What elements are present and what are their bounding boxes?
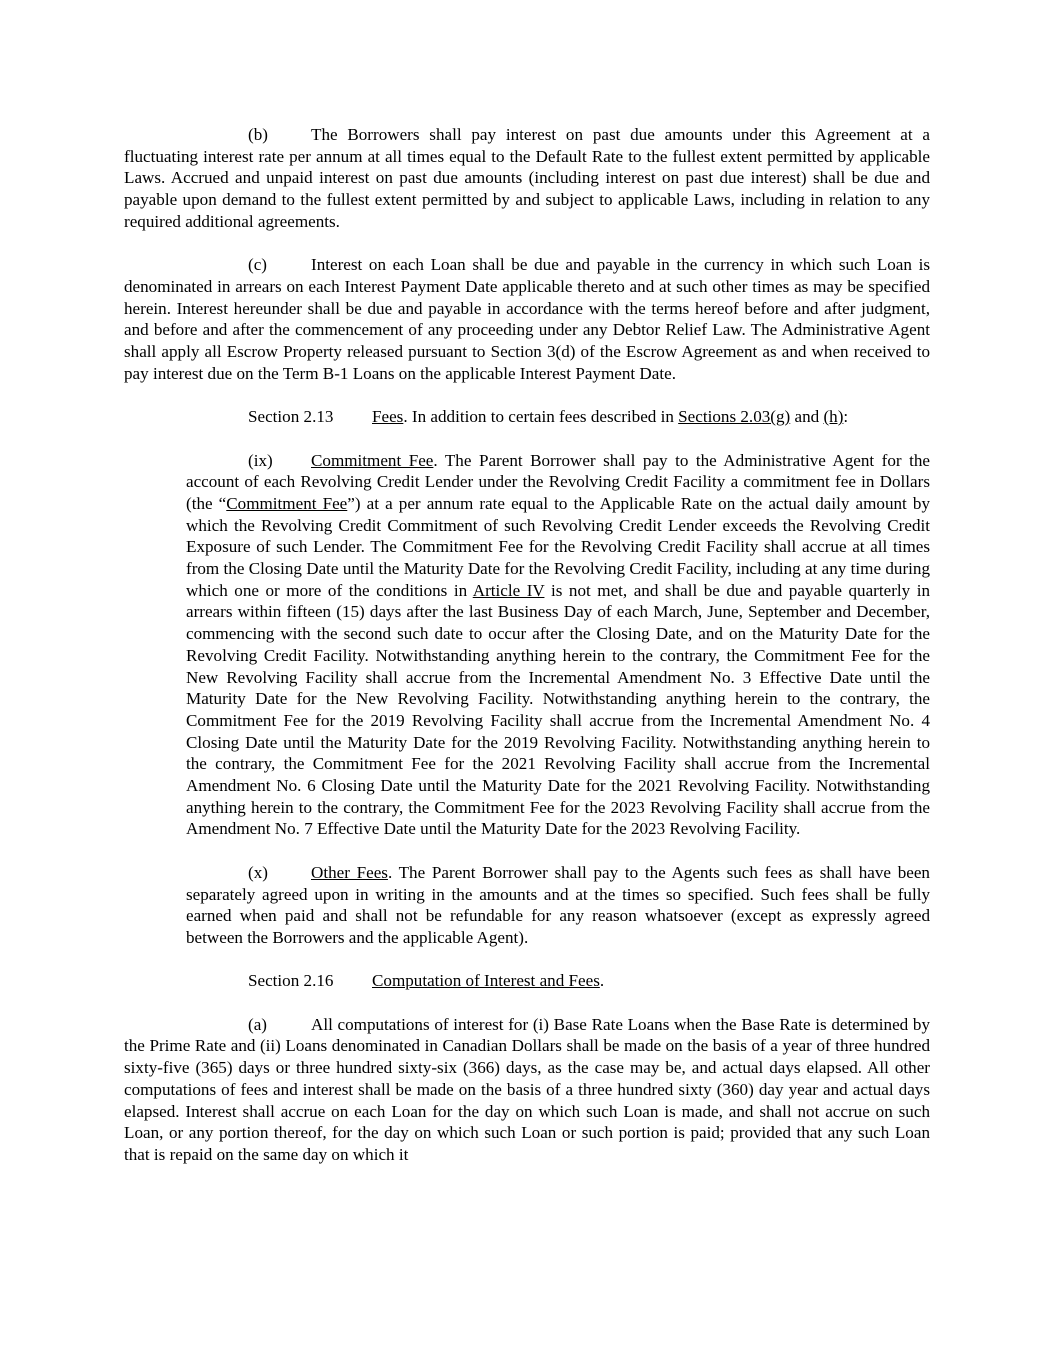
paragraph-b-label: (b) [248,125,268,144]
paragraph-b [124,124,930,233]
paragraph-ix-defined-term: Commitment Fee [226,493,348,513]
section-2-13-title-text: Fees [372,407,404,427]
section-2-13-title [248,407,403,426]
paragraph-c-text: Interest on each Loan shall be due and payable in the currency in which such Loan is denominated in arrears on each Interest Payment Date applicable thereto and at such other times as may be specified herein. Interest hereunder shall be due and payable in accordance with the terms hereof before and after judgment, and before and after the commencement of any proceeding under any Debtor Relief Law. The Administrative Agent shall apply all Escrow Property released pursuant to Section 3(d) of the Escrow Agreement as and when received to pay interest due on the Term B-1 Loans on the applicable Interest Payment Date. [124,255,930,383]
paragraph-ix-text-3: is not met, and shall be due and payable quarterly in arrears within fifteen (15) days after the last Business Day of each March, June, September and December, commencing with the second such date to occur after the Closing Date, and on the Maturity Date for the Revolving Credit Facility. Notwithstanding anything herein to the contrary, the Commitment Fee for the New Revolving Facility shall accrue from the Incremental Amendment No. 3 Effective Date until the Maturity Date for the New Revolving Facility. Notwithstanding anything herein to the contrary, the Commitment Fee for the 2019 Revolving Facility shall accrue from the Incremental Amendment No. 4 Closing Date until the Maturity Date for the 2019 Revolving Facility. Notwithstanding anything herein to the contrary, the Commitment Fee for the 2021 Revolving Facility shall accrue from the Incremental Amendment No. 6 Closing Date until the Maturity Date for the 2021 Revolving Facility. Notwithstanding anything herein to the contrary, the Commitment Fee for the 2023 Revolving Facility shall accrue from the Amendment No. 7 Effective Date until the Maturity Date for the 2023 Revolving Facility. [186,580,931,839]
paragraph-x-text: . The Parent Borrower shall pay to the Agents such fees as shall have been separately agreed upon in writing in the amounts and at the times so specified. Such fees shall be fully earned when paid and shall not be refundable for any reason whatsoever (except as expressly agreed between the Borrowers and the applicable Agent). [186,862,930,947]
paragraph-b-text: The Borrowers shall pay interest on past due amounts under this Agreement at a fluctuating interest rate per annum at all times equal to the Default Rate to the fullest extent permitted by applicable Laws. Accrued and unpaid interest on past due amounts (including interest on past due interest) shall be due and payable upon demand to the fullest extent permitted by and subject to applicable Laws, including in relation to any required additional agreements. [124,125,930,231]
paragraph-ix-title: Commitment Fee [311,450,434,470]
document-page [124,124,930,1187]
paragraph-ix [186,450,930,841]
section-2-16-suffix: . [599,971,605,991]
paragraph-ix-article-ref: Article IV [472,580,545,600]
paragraph-a-label: (a) [248,1014,267,1034]
section-2-16-title-text: Computation of Interest and Fees [372,971,600,991]
section-2-13-text-3: : [843,407,849,427]
section-2-13-text-1: . In addition to certain fees described in [403,407,679,427]
paragraph-a-text: All computations of interest for (i) Base Rate Loans when the Base Rate is determined by the Prime Rate and (ii) Loans denominated in Canadian Dollars shall be made on the basis of a year of three hundred sixty-five (365) days or three hundred sixty-six (366) days, as the case may be, and actual days elapsed. All other computations of fees and interest shall be made on the basis of a three hundred sixty (360) day year and actual days elapsed. Interest shall accrue on each Loan for the day on which such Loan is made, and shall not accrue on such Loan, or any portion thereof, for the day on which such Loan or such portion is paid; provided that any such Loan that is repaid on the same day on which it [124,1014,930,1164]
section-2-13-number: Section 2.13 [248,407,334,427]
paragraph-ix-label: (ix) [248,450,273,470]
section-2-13-ref-2: (h) [823,407,844,427]
paragraph-a [124,1014,930,1166]
section-2-13-text-2: and [790,407,824,427]
paragraph-ix-text-2: ”) at a per annum rate equal to the Applicable Rate on the actual daily amount by which the Revolving Credit Commitment of such Revolving Credit Lender exceeds the Revolving Credit Exposure of such Lender. The Commitment Fee for the Revolving Credit Facility shall accrue at all times from the Closing Date until the Maturity Date for the Revolving Credit Facility, including at any time during which one or more of the conditions in [186,493,930,600]
section-2-16-heading [248,970,930,992]
paragraph-x [186,862,930,949]
paragraph-c [124,254,930,384]
section-2-16-number: Section 2.16 [248,971,334,991]
section-2-13-ref-1: Sections 2.03(g) [678,407,791,427]
paragraph-ix-text-1: . The Parent Borrower shall pay to the Administrative Agent for the account of each Revolving Credit Lender under the Revolving Credit Facility a commitment fee in Dollars (the “ [186,450,930,513]
section-2-13-heading [248,406,930,428]
paragraph-x-title: Other Fees [311,862,388,882]
paragraph-c-label: (c) [248,255,267,275]
section-2-16-title [248,971,600,990]
paragraph-x-label: (x) [248,862,268,882]
